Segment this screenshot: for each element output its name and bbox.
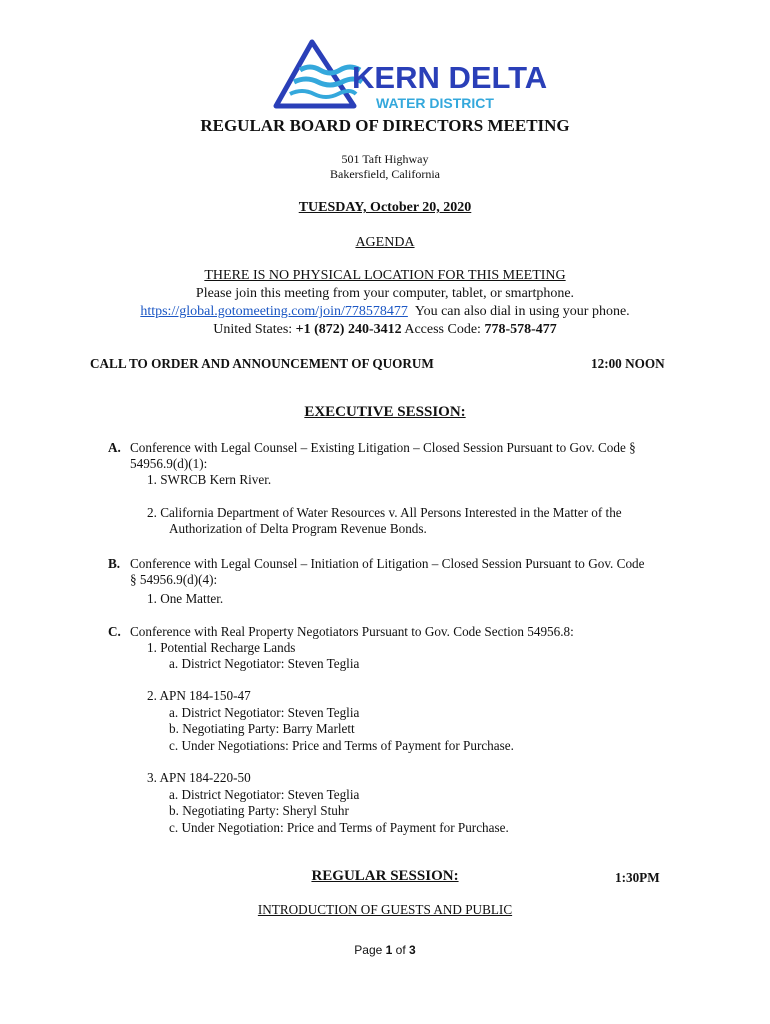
us-label: United States: (213, 322, 296, 337)
item-b-sub-1: 1. One Matter. (147, 591, 224, 606)
item-a-sub-2-line-1: 2. California Department of Water Resources v. All Persons Interested in the Matter of the (147, 505, 622, 520)
page-number (0, 943, 770, 957)
item-a-letter: A. (108, 440, 121, 455)
item-c-line-1: Conference with Real Property Negotiators Pursuant to Gov. Code Section 54956.8: (130, 624, 574, 639)
item-a-sub-2-line-2: Authorization of Delta Program Revenue Bonds. (169, 521, 427, 536)
item-c-sub-3-b: b. Negotiating Party: Sheryl Stuhr (169, 803, 349, 818)
item-a-line-2: 54956.9(d)(1): (130, 456, 208, 471)
link-line (0, 304, 770, 320)
item-c-sub-2-b: b. Negotiating Party: Barry Marlett (169, 721, 355, 736)
call-to-order-time: 12:00 NOON (591, 356, 665, 371)
call-to-order-label: CALL TO ORDER AND ANNOUNCEMENT OF QUORUM (90, 356, 434, 371)
item-c-sub-2-a: a. District Negotiator: Steven Teglia (169, 705, 360, 720)
meeting-date: TUESDAY, October 20, 2020 (298, 200, 472, 215)
executive-session-heading: EXECUTIVE SESSION: (304, 404, 466, 420)
agenda-label: AGENDA (355, 235, 415, 250)
item-c-sub-1-a: a. District Negotiator: Steven Teglia (169, 656, 360, 671)
no-location-notice: THERE IS NO PHYSICAL LOCATION FOR THIS MEETING (204, 268, 566, 283)
regular-session-heading: REGULAR SESSION: (311, 868, 459, 884)
regular-session-time: 1:30PM (615, 870, 660, 885)
kern-delta-logo (272, 40, 548, 116)
dial-in-line (0, 322, 770, 338)
page-of: of (392, 943, 410, 957)
access-code: 778-578-477 (484, 322, 557, 337)
address-line-1: 501 Taft Highway (341, 152, 429, 166)
dial-text: You can also dial in using your phone. (414, 304, 630, 319)
page-total: 3 (409, 943, 416, 957)
meeting-link[interactable]: https://global.gotomeeting.com/join/778578477 (140, 304, 408, 319)
item-c-sub-3-c: c. Under Negotiation: Price and Terms of Payment for Purchase. (169, 820, 509, 835)
item-a-sub-1: 1. SWRCB Kern River. (147, 472, 272, 487)
logo-name: KERN DELTA (352, 60, 548, 95)
logo-subtitle: WATER DISTRICT (376, 95, 494, 111)
page-prefix: Page (354, 943, 386, 957)
item-c-sub-3: 3. APN 184-220-50 (147, 770, 251, 785)
item-c-letter: C. (108, 624, 121, 639)
item-c-sub-3-a: a. District Negotiator: Steven Teglia (169, 787, 360, 802)
item-b-line-1: Conference with Legal Counsel – Initiation of Litigation – Closed Session Pursuant to Gov. Code (130, 556, 645, 571)
introduction-heading: INTRODUCTION OF GUESTS AND PUBLIC (257, 902, 513, 917)
item-c-sub-1: 1. Potential Recharge Lands (147, 640, 296, 655)
access-label: Access Code: (401, 322, 485, 337)
phone-number: +1 (872) 240-3412 (295, 322, 402, 337)
address-line-2: Bakersfield, California (330, 167, 440, 181)
item-a-line-1: Conference with Legal Counsel – Existing Litigation – Closed Session Pursuant to Gov. Code § (130, 440, 636, 455)
item-c-sub-2-c: c. Under Negotiations: Price and Terms of Payment for Purchase. (169, 738, 514, 753)
document-title: REGULAR BOARD OF DIRECTORS MEETING (200, 116, 570, 135)
join-instructions: Please join this meeting from your computer, tablet, or smartphone. (195, 286, 575, 301)
item-c-sub-2: 2. APN 184-150-47 (147, 688, 251, 703)
item-b-line-2: § 54956.9(d)(4): (130, 572, 218, 587)
page-current: 1 (385, 943, 393, 957)
item-b-letter: B. (108, 556, 121, 571)
